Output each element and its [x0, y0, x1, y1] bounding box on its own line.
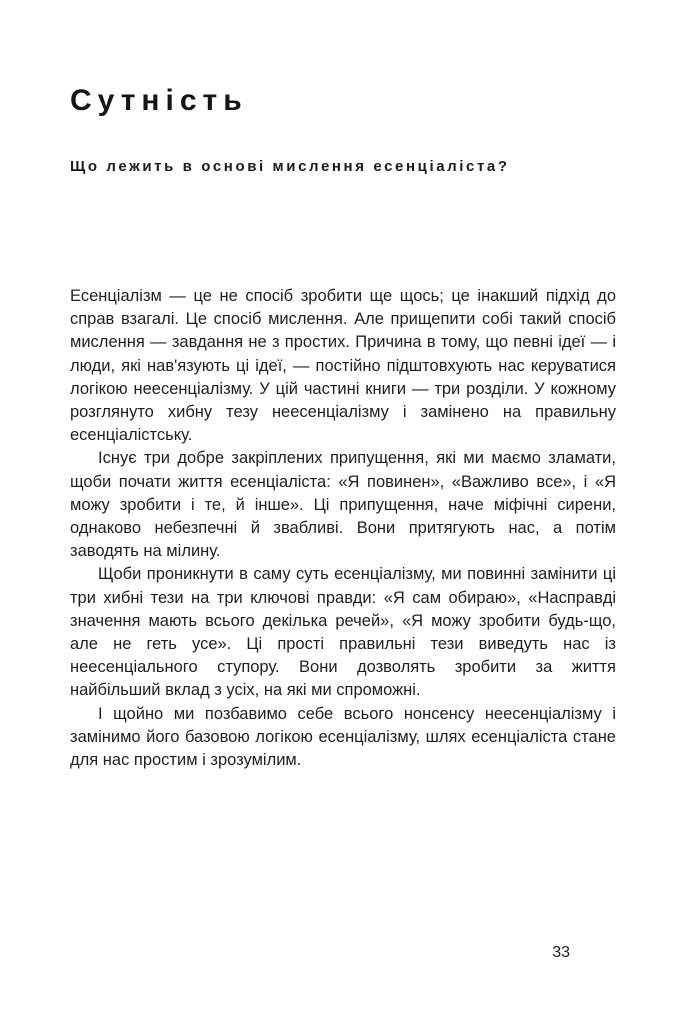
- page-content: [70, 0, 616, 772]
- paragraph-4: І щойно ми позбавимо себе всього нонсенсу неесенціалізму і замінимо його базовою логікою есенціалізму, шлях есенціаліста стане для нас простим і зрозумілим.: [70, 704, 616, 770]
- chapter-title: Сутність: [70, 84, 248, 117]
- body-text: [70, 175, 616, 772]
- paragraph-3: Щоби проникнути в саму суть есенціалізму, ми повинні замінити ці три хибні тези на три ключові правди: «Я сам обираю», «Насправді значення мають всього декілька речей», «Я можу зробити будь-що, але не геть усе». Ці прості правильні тези виведуть нас із неесенціального ступору. Вони дозволять зробити за життя найбільший вклад з усіх, на які ми спроможні.: [70, 565, 616, 700]
- chapter-subtitle: Що лежить в основі мислення есенціаліста?: [70, 158, 510, 175]
- page-number: 33: [552, 944, 570, 961]
- paragraph-1: Есенціалізм — це не спосіб зробити ще щось; це інакший підхід до справ взагалі. Це спосіб мислення. Але прищепити собі такий спосіб мислення — завдання не з простих. Причина в тому, що певні ідеї — і люди, які нав'язують ці ідеї, — постійно підштовхують нас керуватися логікою неесенціалізму. У цій частині книги — три розділи. У кожному розглянуто хибну тезу неесенціалізму і замінено на правильну есенціалістську.: [70, 287, 616, 445]
- paragraph-2: Існує три добре закріплених припущення, які ми маємо зламати, щоби почати життя есенціаліста: «Я повинен», «Важливо все», і «Я можу зробити і те, й інше». Ці припущення, наче міфічні сирени, однаково небезпечні й звабливі. Вони притягують нас, а потім заводять на мілину.: [70, 449, 616, 561]
